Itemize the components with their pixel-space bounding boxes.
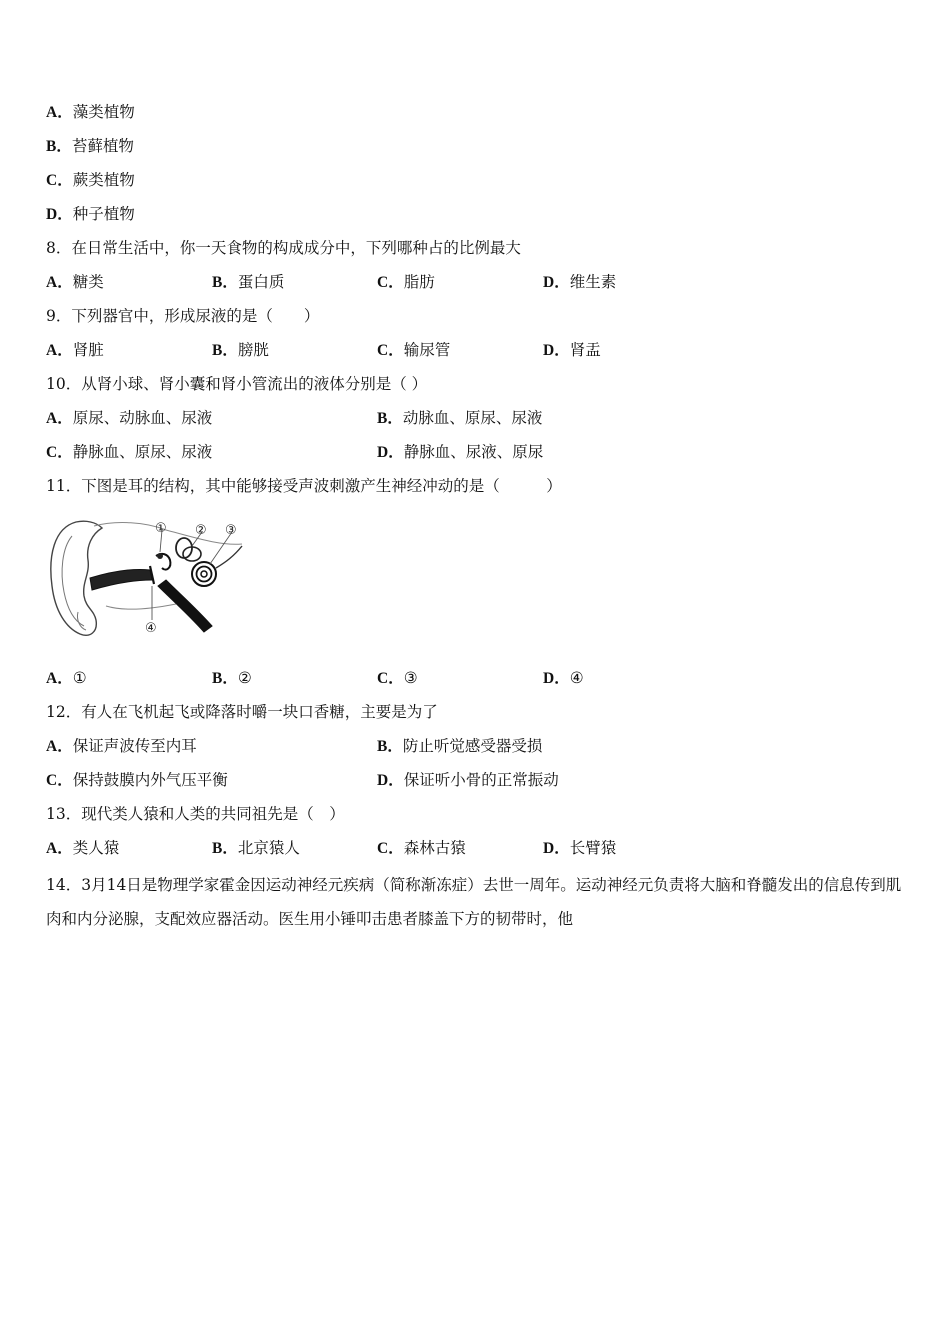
option-label: D．: [543, 840, 570, 857]
option-text: 维生素: [569, 273, 617, 291]
q10-stem: 10．从肾小球、肾小囊和肾小管流出的液体分别是（ ）: [46, 375, 428, 393]
option-label: B．: [212, 840, 238, 857]
option-text: ④: [569, 669, 584, 687]
auricle-inner: [62, 536, 84, 626]
q9-option-d: [543, 338, 601, 363]
q12-options-row2: [46, 768, 906, 792]
option-label: C．: [377, 840, 404, 857]
option-label: D．: [543, 342, 570, 359]
q13-options: [46, 836, 906, 860]
cochlea-mid: [197, 567, 212, 582]
q13-option-b: [212, 836, 300, 861]
option-text: 原尿、动脉血、尿液: [72, 409, 213, 427]
option-text: 输尿管: [403, 341, 451, 359]
q10-option-b: [377, 406, 542, 431]
option-text: 膀胱: [237, 341, 269, 359]
option-label: A．: [46, 104, 73, 121]
option-label: B．: [377, 410, 403, 427]
option-text: 藻类植物: [72, 103, 135, 121]
q8-option-a: [46, 270, 104, 295]
q8-option-b: [212, 270, 284, 295]
option-text: ①: [72, 669, 87, 687]
option-label: B．: [212, 670, 238, 687]
option-label: A．: [46, 840, 73, 857]
option-label: A．: [46, 342, 73, 359]
option-label: D．: [46, 206, 73, 223]
ear-canal: [90, 569, 152, 590]
option-label: B．: [212, 274, 238, 291]
q10-option-d: [377, 440, 543, 465]
figure-mark-2: ②: [195, 523, 207, 538]
option-label: B．: [46, 138, 72, 155]
q13-option-d: [543, 836, 616, 861]
q9-options: [46, 338, 906, 362]
option-text: 类人猿: [72, 839, 120, 857]
ossicle-head: [157, 553, 163, 559]
option-label: C．: [46, 444, 73, 461]
option-label: A．: [46, 738, 73, 755]
q11-option-a: [46, 666, 87, 691]
q12-options-row1: [46, 734, 906, 758]
figure-mark-1: ①: [155, 521, 167, 536]
q13-option-a: [46, 836, 119, 861]
q11-options: [46, 666, 906, 690]
option-text: 保证声波传至内耳: [72, 737, 197, 755]
q10-options-row1: [46, 406, 906, 430]
q12-option-c: [46, 768, 228, 793]
q9-option-a: [46, 338, 104, 363]
option-text: 静脉血、原尿、尿液: [72, 443, 213, 461]
q11-option-c: [377, 666, 418, 691]
q12-stem: 12．有人在飞机起飞或降落时嚼一块口香糖，主要是为了: [46, 703, 438, 721]
earlobe-fold: [77, 612, 86, 630]
q9-option-c: [377, 338, 450, 363]
q13-option-c: [377, 836, 466, 861]
temporal-bone: [94, 523, 242, 545]
q13-stem: 13．现代类人猿和人类的共同祖先是（ ）: [46, 805, 345, 823]
q7-option-d: [46, 202, 135, 226]
q8-stem: 8．在日常生活中，你一天食物的构成成分中，下列哪种占的比例最大: [46, 239, 521, 257]
q7-option-c: [46, 168, 135, 192]
option-label: C．: [46, 172, 73, 189]
option-label: C．: [377, 274, 404, 291]
q14-stem: 14．3月14日是物理学家霍金因运动神经元疾病（简称渐冻症）去世一周年。运动神经元负责将大脑和脊髓发出的信息传到肌肉和内分泌腺，支配效应器活动。医生用小锤叩击患者膝盖下方的韧带时，他: [46, 876, 902, 928]
option-text: ②: [237, 669, 252, 687]
option-text: 肾脏: [72, 341, 104, 359]
q8-option-c: [377, 270, 435, 295]
option-text: 防止听觉感受器受损: [402, 737, 543, 755]
option-label: A．: [46, 670, 73, 687]
q7-option-a: [46, 100, 135, 124]
option-text: ③: [403, 669, 418, 687]
q11-option-b: [212, 666, 252, 691]
option-text: 苔藓植物: [71, 137, 134, 155]
q12-option-d: [377, 768, 559, 793]
option-text: 蕨类植物: [72, 171, 135, 189]
option-text: 长臂猿: [569, 839, 617, 857]
option-text: 保持鼓膜内外气压平衡: [72, 771, 228, 789]
option-label: A．: [46, 410, 73, 427]
q9-stem: 9．下列器官中，形成尿液的是（ ）: [46, 307, 320, 325]
option-label: D．: [543, 670, 570, 687]
q10-option-c: [46, 440, 212, 465]
cochlea-inner: [201, 571, 207, 577]
q9-option-b: [212, 338, 269, 363]
option-label: D．: [377, 772, 404, 789]
q8-option-d: [543, 270, 616, 295]
figure-mark-3: ③: [225, 523, 237, 538]
q8-options: [46, 270, 906, 294]
option-text: 动脉血、原尿、尿液: [402, 409, 543, 427]
option-label: C．: [377, 342, 404, 359]
q12-option-b: [377, 734, 542, 759]
q11-stem: 11．下图是耳的结构，其中能够接受声波刺激产生神经冲动的是（ ）: [46, 477, 562, 495]
option-text: 保证听小骨的正常振动: [403, 771, 559, 789]
option-text: 蛋白质: [237, 273, 285, 291]
option-label: A．: [46, 274, 73, 291]
option-label: C．: [377, 670, 404, 687]
q7-option-b: [46, 134, 134, 158]
figure-mark-4: ④: [145, 621, 157, 636]
option-text: 肾盂: [569, 341, 601, 359]
q10-option-a: [46, 406, 212, 431]
option-text: 种子植物: [72, 205, 135, 223]
option-text: 糖类: [72, 273, 104, 291]
option-label: D．: [377, 444, 404, 461]
option-label: B．: [212, 342, 238, 359]
q10-options-row2: [46, 440, 906, 464]
option-text: 脂肪: [403, 273, 435, 291]
option-text: 静脉血、尿液、原尿: [403, 443, 544, 461]
q11-option-d: [543, 666, 584, 691]
option-label: B．: [377, 738, 403, 755]
temporal-bone-lower: [106, 604, 176, 609]
ear-structure-figure: [46, 516, 246, 640]
q12-option-a: [46, 734, 197, 759]
option-label: C．: [46, 772, 73, 789]
option-text: 北京猿人: [237, 839, 300, 857]
option-label: D．: [543, 274, 570, 291]
option-text: 森林古猿: [403, 839, 466, 857]
